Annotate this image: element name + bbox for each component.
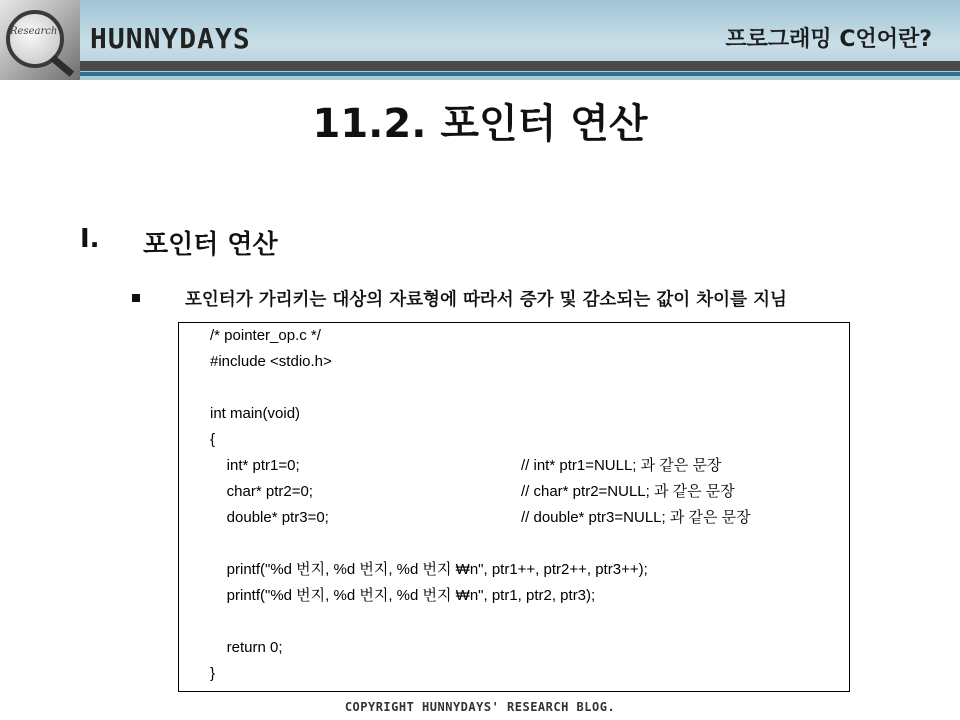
code-line: int* ptr1=0; [210, 457, 300, 474]
copyright-footer: COPYRIGHT HUNNYDAYS' RESEARCH BLOG. [344, 700, 616, 714]
bullet-text: 포인터가 가리키는 대상의 자료형에 따라서 증가 및 감소되는 값이 차이를 지님 [185, 290, 787, 310]
header-tagline: 프로그래밍 C언어란? [725, 27, 932, 52]
magnifier-photo [0, 0, 80, 80]
code-line: /* pointer_op.c */ [210, 327, 321, 344]
code-line: int main(void) [210, 405, 301, 422]
code-block [178, 322, 850, 692]
banner-divider-blue [80, 72, 960, 76]
code-line: printf("%d 번지, %d 번지, %d 번지 ₩n", ptr1, ptr2, ptr3); [210, 587, 596, 604]
code-line: char* ptr2=0; [210, 483, 313, 500]
code-line: } [210, 665, 216, 682]
brand-logo-text: HUNNYDAYS [90, 22, 251, 55]
bullet-square-icon [132, 294, 140, 302]
photo-research-text: Research [10, 26, 58, 37]
code-comment: // double* ptr3=NULL; 과 같은 문장 [521, 509, 751, 526]
code-line: #include <stdio.h> [210, 353, 332, 370]
code-line: printf("%d 번지, %d 번지, %d 번지 ₩n", ptr1++, ptr2++, ptr3++); [210, 561, 648, 578]
code-line: return 0; [210, 639, 283, 656]
section-title: 포인터 연산 [143, 230, 278, 260]
slide-title: 11.2. 포인터 연산 [312, 101, 648, 147]
section-number: I. [80, 224, 100, 254]
code-line: { [210, 431, 216, 448]
code-line: double* ptr3=0; [210, 509, 329, 526]
banner-divider-dark [80, 61, 960, 71]
code-comment: // int* ptr1=NULL; 과 같은 문장 [521, 457, 722, 474]
code-comment: // char* ptr2=NULL; 과 같은 문장 [521, 483, 735, 500]
magnifier-handle-icon [50, 55, 74, 77]
header-banner [0, 0, 960, 80]
